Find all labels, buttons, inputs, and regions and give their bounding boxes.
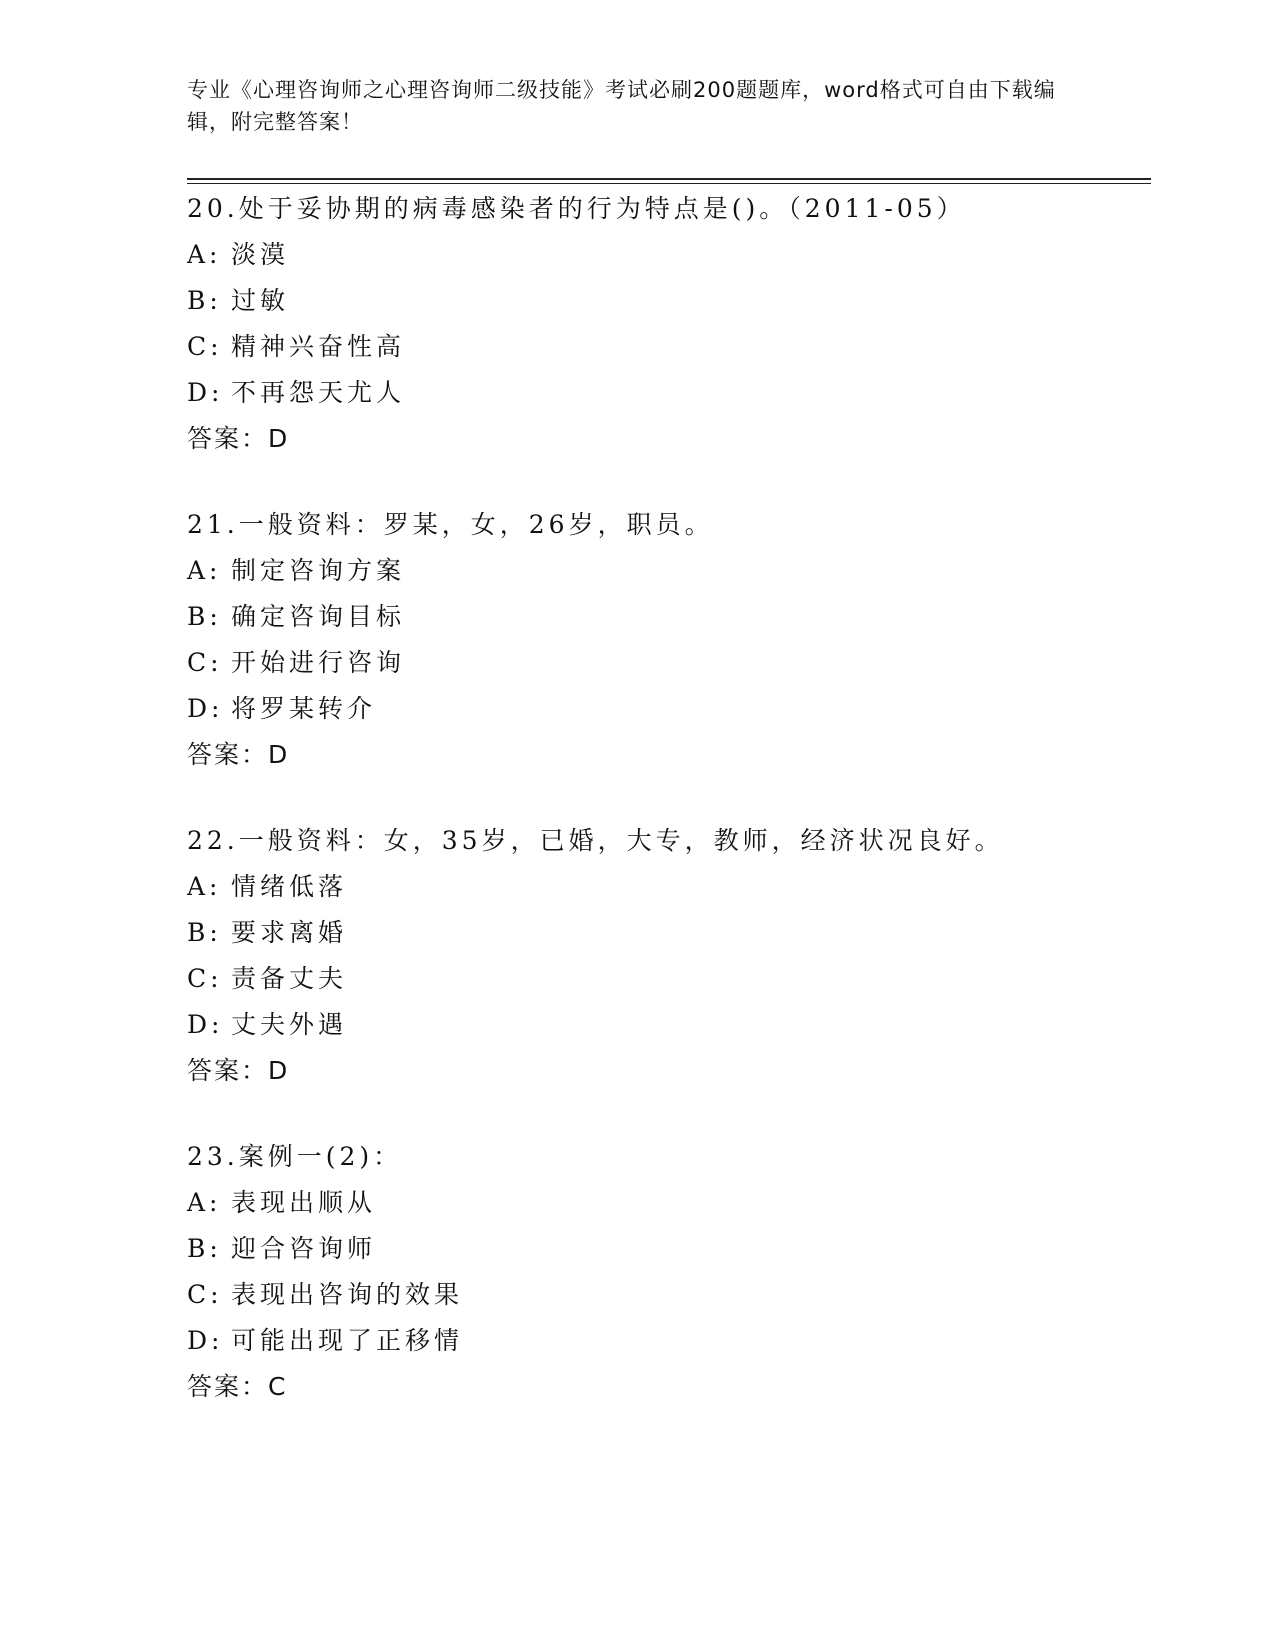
option-key: A: — [187, 1188, 222, 1217]
option-text: 可能出现了正移情 — [231, 1326, 464, 1355]
option-text: 表现出顺从 — [231, 1188, 377, 1217]
option-key: C: — [187, 332, 223, 361]
option-a — [187, 232, 1167, 278]
option-d — [187, 686, 1167, 732]
question-title: 23.案例一(2)： — [187, 1142, 403, 1171]
option-c — [187, 956, 1167, 1002]
option-key: A: — [187, 240, 222, 269]
question-title: 22.一般资料：女，35岁，已婚，大专，教师，经济状况良好。 — [187, 826, 1004, 855]
answer-line: 答案：C — [187, 1372, 288, 1401]
option-c — [187, 324, 1167, 370]
option-text: 情绪低落 — [231, 872, 348, 901]
option-key: D: — [187, 378, 224, 407]
option-key: B: — [187, 918, 222, 947]
option-text: 要求离婚 — [231, 918, 348, 947]
option-key: A: — [187, 556, 222, 585]
question-block — [187, 502, 1167, 778]
option-text: 淡漠 — [231, 240, 290, 269]
option-a — [187, 548, 1167, 594]
option-key: C: — [187, 1280, 223, 1309]
option-key: C: — [187, 964, 223, 993]
question-block — [187, 818, 1167, 1094]
header-divider-top — [187, 178, 1151, 180]
question-title: 21.一般资料：罗某，女，26岁，职员。 — [187, 510, 714, 539]
option-text: 不再怨天尤人 — [231, 378, 406, 407]
option-key: D: — [187, 1010, 224, 1039]
option-b — [187, 594, 1167, 640]
option-key: B: — [187, 602, 222, 631]
option-text: 表现出咨询的效果 — [231, 1280, 464, 1309]
option-text: 责备丈夫 — [231, 964, 348, 993]
option-d — [187, 1002, 1167, 1048]
option-text: 过敏 — [231, 286, 290, 315]
option-text: 制定咨询方案 — [231, 556, 406, 585]
option-text: 确定咨询目标 — [231, 602, 406, 631]
option-d — [187, 1318, 1167, 1364]
answer-line: 答案：D — [187, 424, 290, 453]
option-c — [187, 1272, 1167, 1318]
answer-line: 答案：D — [187, 740, 290, 769]
option-text: 开始进行咨询 — [231, 648, 406, 677]
option-b — [187, 910, 1167, 956]
option-c — [187, 640, 1167, 686]
question-block — [187, 1134, 1167, 1410]
option-text: 迎合咨询师 — [231, 1234, 377, 1263]
option-text: 丈夫外遇 — [231, 1010, 348, 1039]
option-b — [187, 278, 1167, 324]
option-key: D: — [187, 1326, 224, 1355]
option-key: B: — [187, 286, 222, 315]
option-key: D: — [187, 694, 224, 723]
document-header: 专业《心理咨询师之心理咨询师二级技能》考试必刷200题题库，word格式可自由下载编辑，附完整答案！ — [187, 78, 1056, 134]
answer-line: 答案：D — [187, 1056, 290, 1085]
question-title: 20.处于妥协期的病毒感染者的行为特点是()。（2011-05） — [187, 194, 966, 223]
option-key: C: — [187, 648, 223, 677]
header-divider-bottom — [187, 183, 1151, 184]
question-block — [187, 186, 1167, 462]
option-text: 精神兴奋性高 — [231, 332, 406, 361]
option-a — [187, 864, 1167, 910]
option-a — [187, 1180, 1167, 1226]
option-d — [187, 370, 1167, 416]
option-text: 将罗某转介 — [231, 694, 377, 723]
option-key: B: — [187, 1234, 222, 1263]
option-key: A: — [187, 872, 222, 901]
option-b — [187, 1226, 1167, 1272]
